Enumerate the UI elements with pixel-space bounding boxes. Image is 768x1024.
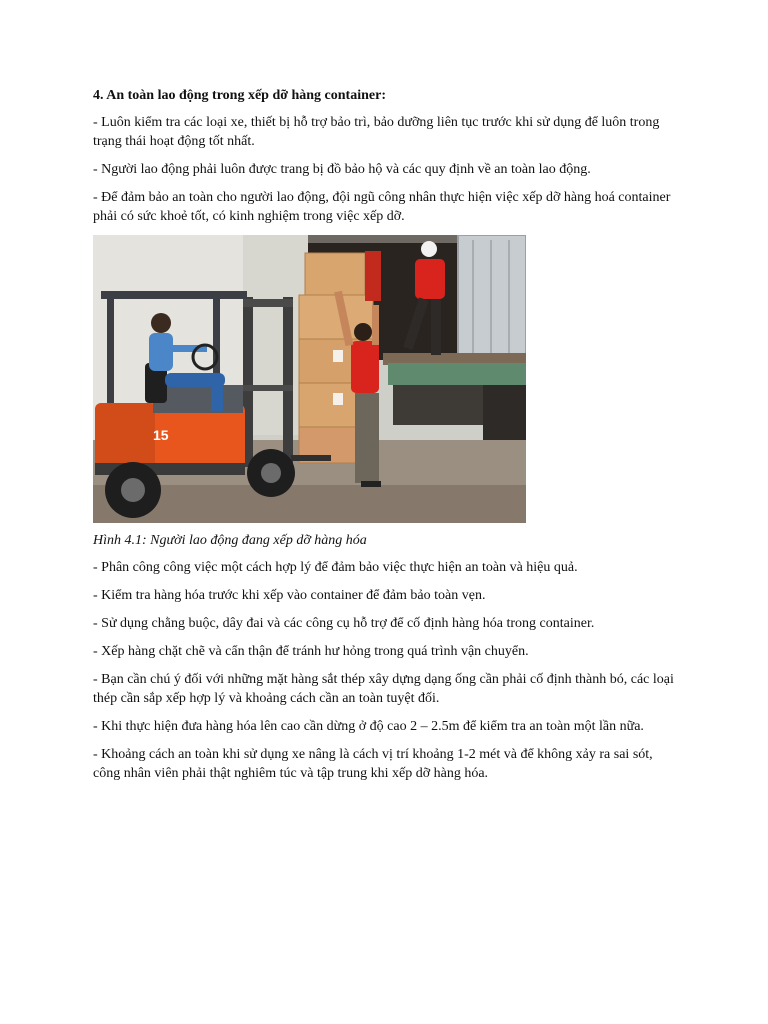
bullet-paragraph-6: - Khi thực hiện đưa hàng hóa lên cao cần dừng ở độ cao 2 – 2.5m để kiểm tra an toàn một lần nữa.	[93, 719, 644, 734]
document-page	[93, 86, 683, 792]
intro-paragraph-2: - Người lao động phải luôn được trang bị đồ bảo hộ và các quy định về an toàn lao động.	[93, 162, 591, 177]
bullet-paragraph-1: - Phân công công việc một cách hợp lý để đảm bảo việc thực hiện an toàn và hiệu quả.	[93, 560, 578, 575]
figure-caption: Hình 4.1: Người lao động đang xếp dỡ hàng hóa	[93, 533, 367, 548]
intro-paragraph-1: - Luôn kiểm tra các loại xe, thiết bị hỗ trợ bảo trì, bảo dưỡng liên tục trước khi sử dụng để luôn trong trạng thái hoạt động tốt nhất.	[93, 115, 660, 149]
bullet-paragraph-4: - Xếp hàng chặt chẽ và cẩn thận để tránh hư hỏng trong quá trình vận chuyển.	[93, 644, 529, 659]
forklift-loading-photo	[93, 235, 526, 523]
intro-paragraph-3: - Để đảm bảo an toàn cho người lao động, đội ngũ công nhân thực hiện việc xếp dỡ hàng hoá container phải có sức khoẻ tốt, có kinh nghiệm trong việc xếp dỡ.	[93, 190, 671, 224]
section-heading: 4. An toàn lao động trong xếp dỡ hàng container:	[93, 88, 386, 103]
bullet-paragraph-2: - Kiểm tra hàng hóa trước khi xếp vào container để đảm bảo toàn vẹn.	[93, 588, 486, 603]
bullet-paragraph-3: - Sử dụng chằng buộc, dây đai và các công cụ hỗ trợ để cố định hàng hóa trong container.	[93, 616, 595, 631]
bullet-paragraph-5: - Bạn cần chú ý đối với những mặt hàng sắt thép xây dựng dạng ống cần phải cố định thành bó, các loại thép cần sắp xếp hợp lý và khoảng cách cần an toàn tuyệt đối.	[93, 672, 674, 706]
bullet-paragraph-7: - Khoảng cách an toàn khi sử dụng xe nâng là cách vị trí khoảng 1-2 mét và để không xảy ra sai sót, công nhân viên phải thật nghiêm túc và tập trung khi xếp dỡ hàng hóa.	[93, 747, 653, 781]
forklift-number-label: 15	[153, 427, 169, 443]
